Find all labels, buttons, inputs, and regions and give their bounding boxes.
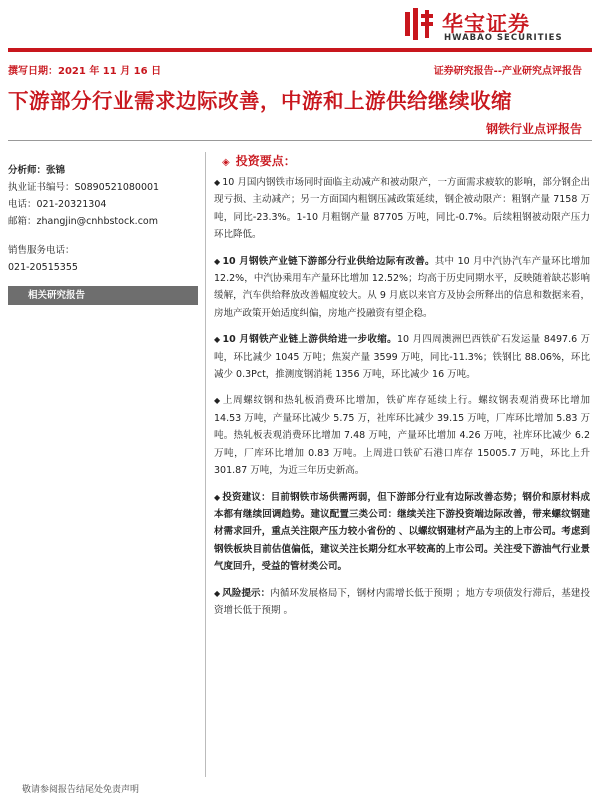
bullet-paragraph xyxy=(214,174,590,244)
header-divider xyxy=(8,48,592,52)
related-reports-header xyxy=(8,286,198,305)
diamond-bullet-icon: ◆ xyxy=(214,178,221,187)
section-title: 投资要点： xyxy=(235,154,296,168)
brand-logo xyxy=(402,6,592,44)
report-date: 撰写日期：2021 年 11 月 16 日 xyxy=(8,66,162,77)
bullet-bold-text: 10 月钢铁产业链下游部分行业供给边际有改善。 xyxy=(222,255,435,267)
sales-phone: 021-20515355 xyxy=(8,262,78,273)
bullet-bold-text: 10 月钢铁产业链上游供给进一步收缩。 xyxy=(222,334,398,346)
brand-name-cn: 华宝证券 xyxy=(442,12,530,36)
section-heading xyxy=(222,152,296,169)
bullet-text: 上周螺纹钢和热轧板消费环比增加，铁矿库存延续上行。螺纹钢表观消费环比增加 14.53 万吨，产量环比减少 5.75 万，社库环比减少 39.15 万吨，厂库环比增加 5.83 万吨。热轧板表观消费环比增加 7.48 万吨，产量环比增加 4.26 万吨，社库环比减少 6.2 万吨，厂库环比增加 0.83 万吨。上周进口铁矿石港口库存 15005.7 万吨，环比上升 301.87 万吨，为近三年历史新高。 xyxy=(214,395,590,477)
bullet-text: 10 月四周澳洲巴西铁矿石发运量 8497.6 万吨，环比减少 1045 万吨；焦炭产量 3599 万吨，同比-11.3%；铁钢比 88.06%，环比减少 0.3Pct，推测度钢消耗 1356 万吨，环比减少 16 万吨。 xyxy=(214,334,591,381)
bullet-paragraph xyxy=(214,331,590,383)
sales-phone-label: 销售服务电话： xyxy=(8,245,75,256)
bullet-paragraph xyxy=(214,392,590,479)
analyst-phone: 电话：021-20321304 xyxy=(8,199,107,210)
hwabao-logo-icon xyxy=(402,8,436,40)
report-subtitle: 钢铁行业点评报告 xyxy=(485,122,582,136)
bullet-paragraph xyxy=(214,253,590,323)
analyst-name: 分析师：张锦 xyxy=(8,165,66,176)
report-title: 下游部分行业需求边际改善，中游和上游供给继续收缩 xyxy=(8,89,512,113)
bullet-paragraph xyxy=(214,585,590,620)
diamond-bullet-icon: ◈ xyxy=(222,157,230,168)
bullet-bold-text: 风险提示： xyxy=(222,587,271,599)
disclaimer-footer: 敬请参阅报告结尾处免责声明 xyxy=(22,785,140,795)
bullet-text: 10 月国内钢铁市场同时面临主动减产和被动限产，一方面需求疲软的影响，部分钢企出现亏损、主动减产；另一方面国内粗钢压减政策延续，钢企被动限产：粗钢产量 7158 万吨，同比-23.3%。1-10 月粗钢产量 87705 万吨，同比-0.7%。后续粗钢被动限产压力环比降低。 xyxy=(214,177,590,241)
key-points xyxy=(214,174,590,628)
bullet-bold-text: 投资建议：目前钢铁市场供需两弱，但下游部分行业有边际改善态势；钢价和原材料成本都有继续回调趋势。建议配置三类公司：继续关注下游投资端边际改善，带来螺纹钢建材需求回升，重点关注限产压力较小省份的 、以螺纹钢建材产品为主的上市公司。考虑到钢铁板块目前估值偏低，建议关注长期分红水平较高的上市公司。关注受下游油气行业景气度回升，受益的管材类公司。 xyxy=(214,491,590,573)
diamond-bullet-icon: ◆ xyxy=(214,335,221,345)
diamond-bullet-icon: ◆ xyxy=(214,492,221,502)
bullet-text: 内循环发展格局下，钢材内需增长低于预期 ；地方专项债发行滞后，基建投资增长低于预期 。 xyxy=(214,587,590,616)
analyst-sidebar xyxy=(8,162,198,276)
bullet-text: 其中 10 月中汽协汽车产量环比增加 12.2%，中汽协乘用车产量环比增加 12.52%；均高于历史同期水平，反映随着缺芯影响缓解，汽车供给释放改善幅度较大。从 9 月底以来官方及协会所释出的信息和数据来看，房地产政策开始适度纠偏，房地产投融资有望企稳。 xyxy=(214,255,591,319)
title-divider xyxy=(8,140,592,141)
column-divider xyxy=(205,152,206,777)
analyst-email[interactable]: 邮箱：zhangjin@cnhbstock.com xyxy=(8,216,158,227)
related-reports-label: 相关研究报告 xyxy=(28,290,86,301)
bullet-paragraph xyxy=(214,489,590,576)
brand-name-en: HWABAO SECURITIES xyxy=(444,33,563,43)
report-category: 证券研究报告--产业研究点评报告 xyxy=(433,66,582,77)
diamond-bullet-icon: ◆ xyxy=(214,588,221,598)
diamond-bullet-icon: ◆ xyxy=(214,396,221,406)
analyst-license: 执业证书编号：S0890521080001 xyxy=(8,182,160,193)
diamond-bullet-icon: ◆ xyxy=(214,256,221,266)
